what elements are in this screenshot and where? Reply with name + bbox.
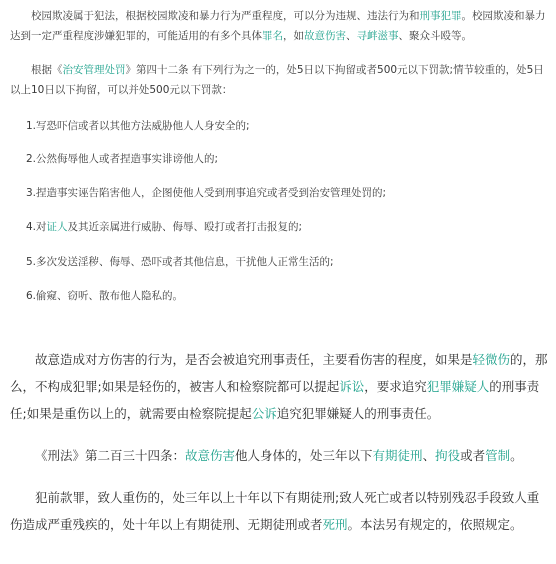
text: 《刑法》第二百三十四条： (35, 448, 186, 463)
text: 。 (510, 448, 523, 463)
text: 或者 (460, 448, 486, 463)
link-public-surveillance[interactable]: 管制 (485, 448, 511, 463)
link-detention[interactable]: 拘役 (435, 448, 461, 463)
list-item: 5.多次发送淫秽、侮辱、恐吓或者其他信息，干扰他人正常生活的; (26, 256, 334, 268)
paragraph-intro (10, 6, 548, 46)
text: 、聚众斗殴等。 (398, 30, 472, 42)
text: 追究犯罪嫌疑人的刑事责任。 (276, 406, 440, 421)
text: 的，那么，不构成犯罪;如果是轻伤的，被害人和检察院都可以提起 (10, 352, 548, 394)
paragraph-injury-liability (10, 346, 548, 427)
link-provoking-trouble[interactable]: 寻衅滋事 (356, 30, 399, 42)
link-intentional-injury[interactable]: 故意伤害 (304, 30, 346, 42)
list-item: 2.公然侮辱他人或者捏造事实诽谤他人的; (26, 153, 219, 165)
link-witness[interactable]: 证人 (46, 221, 68, 233)
list-item (26, 218, 546, 236)
text: 、 (422, 448, 436, 463)
paragraph-public-security-law (10, 60, 548, 100)
link-charge[interactable]: 罪名 (262, 30, 283, 42)
text: 根据《 (31, 64, 63, 76)
text: 4.对 (26, 221, 47, 233)
text: 的刑事责任;如果是重伤以上的，就需要由检察院提起 (10, 379, 540, 421)
text: 及其近亲属进行威胁、侮辱、殴打或者打击报复的; (67, 221, 303, 233)
text: 故意造成对方伤害的行为，是否会被追究刑事责任，主要看伤害的程度，如果是 (35, 352, 473, 367)
list-item: 3.捏造事实诬告陷害他人，企图使他人受到刑事追究或者受到治安管理处罚的; (26, 187, 387, 199)
text: ，要求追究 (364, 379, 427, 394)
list-item: 6.偷窥、窃听、散布他人隐私的。 (26, 290, 184, 302)
text: 。校园欺凌和暴力达到一定严重程度涉嫌犯罪的，可能适用的有多个具体 (10, 10, 546, 42)
paragraph-aggravated-penalty (10, 484, 548, 538)
link-lawsuit[interactable]: 诉讼 (339, 379, 365, 394)
link-criminal-suspect[interactable]: 犯罪嫌疑人 (426, 379, 490, 394)
text: 》第四十二条 有下列行为之一的，处5日以下拘留或者500元以下罚款;情节较重的，处5日以上10日以下拘留，可以并处500元以下罚款： (10, 64, 544, 96)
list-item: 1.写恐吓信或者以其他方法威胁他人人身安全的; (26, 120, 250, 132)
link-criminal-offense[interactable]: 刑事犯罪 (419, 10, 462, 22)
text: 校园欺凌属于犯法，根据校园欺凌和暴力行为严重程度，可以分为违规、违法行为和 (31, 10, 420, 22)
link-intentional-injury[interactable]: 故意伤害 (185, 448, 236, 463)
text: 。本法另有规定的，依照规定。 (347, 517, 523, 532)
text: 、 (346, 30, 357, 42)
link-minor-injury[interactable]: 轻微伤 (472, 352, 511, 367)
link-fixed-term-imprisonment[interactable]: 有期徒刑 (372, 448, 423, 463)
link-death-penalty[interactable]: 死刑 (322, 517, 348, 532)
text: 他人身体的，处三年以下 (235, 448, 373, 463)
text: ，如 (283, 30, 304, 42)
text: 犯前款罪，致人重伤的，处三年以上十年以下有期徒刑;致人死亡或者以特别残忍手段致人重伤造成严重残疾的，处十年以上有期徒刑、无期徒刑或者 (10, 490, 540, 532)
paragraph-criminal-law-234 (10, 442, 548, 469)
link-public-prosecution[interactable]: 公诉 (251, 406, 277, 421)
link-public-security-punishment[interactable]: 治安管理处罚 (62, 64, 126, 76)
